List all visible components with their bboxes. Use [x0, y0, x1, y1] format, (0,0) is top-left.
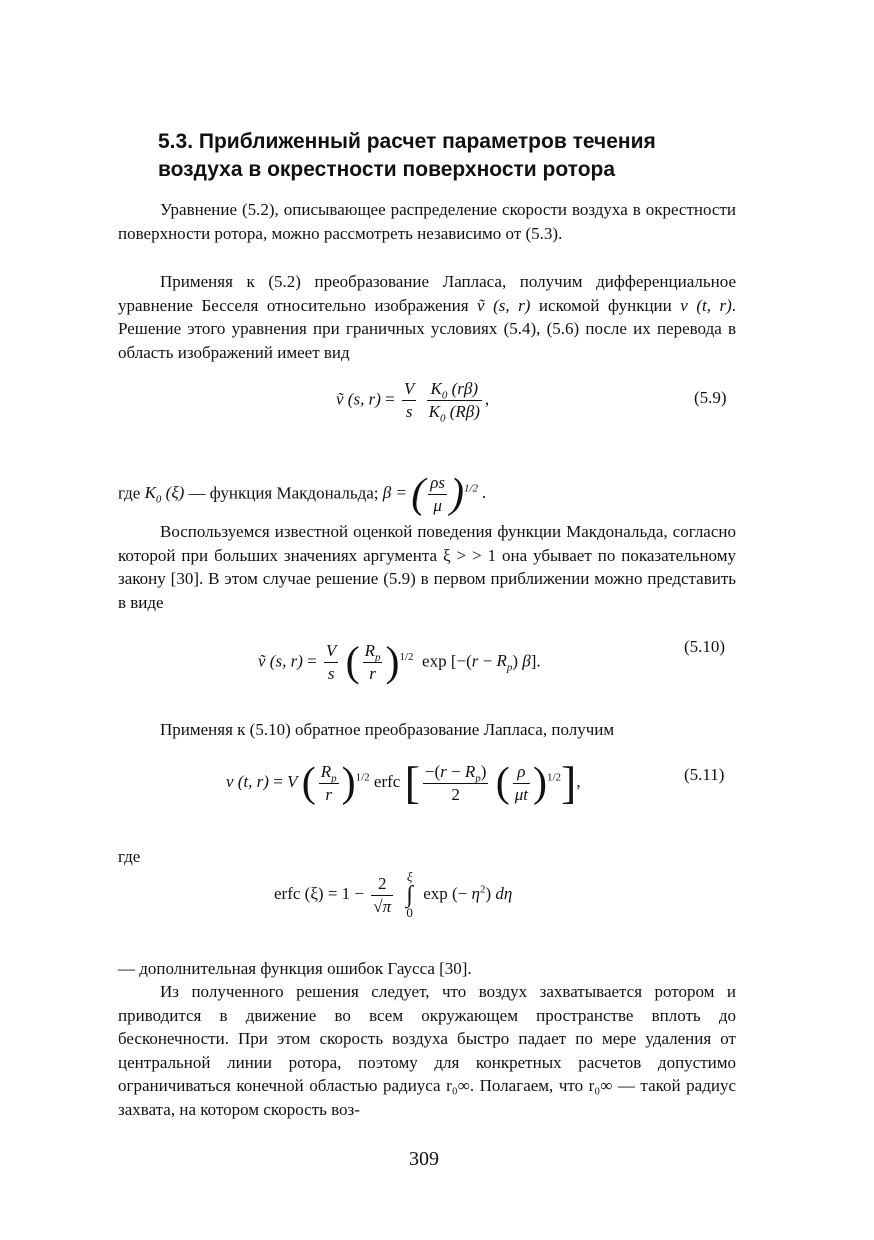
equation-5-11-number: (5.11) — [684, 765, 725, 784]
math-v-tilde-s-r: ṽ (s, r) — [477, 295, 531, 315]
equation-erfc-definition: erfc (ξ) = 1 − $\frac{2}{√\pi}$ ξ ∫ 0 exp (− $\eta^2$) dη — [274, 869, 513, 920]
paragraph-macdonald-text-2: — функция Макдональда; — [184, 483, 383, 503]
paragraph-where: где — [118, 847, 141, 866]
math-beta-def: β = ( $\frac{\rho s}{\mu}$ )$^{1/2}$ . — [382, 471, 487, 518]
equation-5-9: ṽ (s, r) = $\frac{V}{s}$ $\frac{K_0 (r\beta)}{K_0 (R\beta)}$ , — [336, 379, 490, 425]
math-v-t-r: v (t, r) — [680, 295, 732, 315]
paragraph-macdonald-def — [118, 472, 736, 517]
paragraph-laplace-text-3: . Решение этого уравнения при граничных условиях (5.4), (5.6) после их перевода в область изображений имеет вид — [118, 295, 736, 362]
equation-5-9-number: (5.9) — [694, 388, 727, 407]
paragraph-laplace-text-2: искомой функции — [530, 295, 681, 315]
paragraph-conclusion: Из полученного решения следует, что воздух захватывается ротором и приводится в движение во всем окружающем пространстве вплоть до бесконечности. При этом скорость воздуха быстро падает по мере удаления от центральной линии ротора, поэтому для конкретных расчетов допустимо ограничиваться конечной областью радиуса r₀∞. Полагаем, что r₀∞ — такой радиус захвата, на котором скорость воз- — [118, 982, 736, 1119]
section-heading — [158, 128, 758, 184]
equation-5-10: ṽ (s, r) = $\frac{V}{s}$ ( $\frac{R_p}{r}$ )$^{1/2}$ $\exp [-(r - R_p)$ β]. — [258, 639, 541, 686]
paragraph-inverse: Применяя к (5.10) обратное преобразование Лапласа, получим — [160, 720, 615, 739]
paragraph-intro: Уравнение (5.2), описывающее распределение скорости воздуха в окрестности поверхности ротора, можно рассмотреть независимо от (5.3). — [118, 200, 736, 243]
equation-5-11: v (t, r) = V ( $\frac{R_p}{r}$ )$^{1/2}$ erfc [ $\frac{-(r - R_p)}{2}$ ( $\frac{\rho}{\mu t}$ )$^{1/2}$], — [226, 757, 581, 808]
section-heading-line-1: 5.3. Приближенный расчет параметров течения — [158, 130, 656, 153]
paragraph-laplace-text-1: Применяя к (5.2) преобразование Лапласа, получим дифференциальное уравнение Бесселя относительно изображения — [118, 272, 736, 315]
section-heading-line-2: воздуха в окрестности поверхности ротора — [158, 158, 616, 181]
equation-5-10-number: (5.10) — [684, 637, 726, 656]
math-k0-xi: $K_0$ (ξ) — [144, 483, 185, 506]
paragraph-erfc-description: — дополнительная функция ошибок Гаусса [30]. — [118, 959, 472, 978]
paragraph-macdonald-text-1: где — [118, 483, 145, 503]
page-number: 309 — [409, 1148, 439, 1170]
paragraph-laplace — [118, 270, 736, 364]
paragraph-estimate: Воспользуемся известной оценкой поведения функции Макдональда, согласно которой при больших значениях аргумента ξ > > 1 она убывает по показательному закону [30]. В этом случае решение (5.9) в первом приближении можно представить в виде — [118, 522, 736, 612]
